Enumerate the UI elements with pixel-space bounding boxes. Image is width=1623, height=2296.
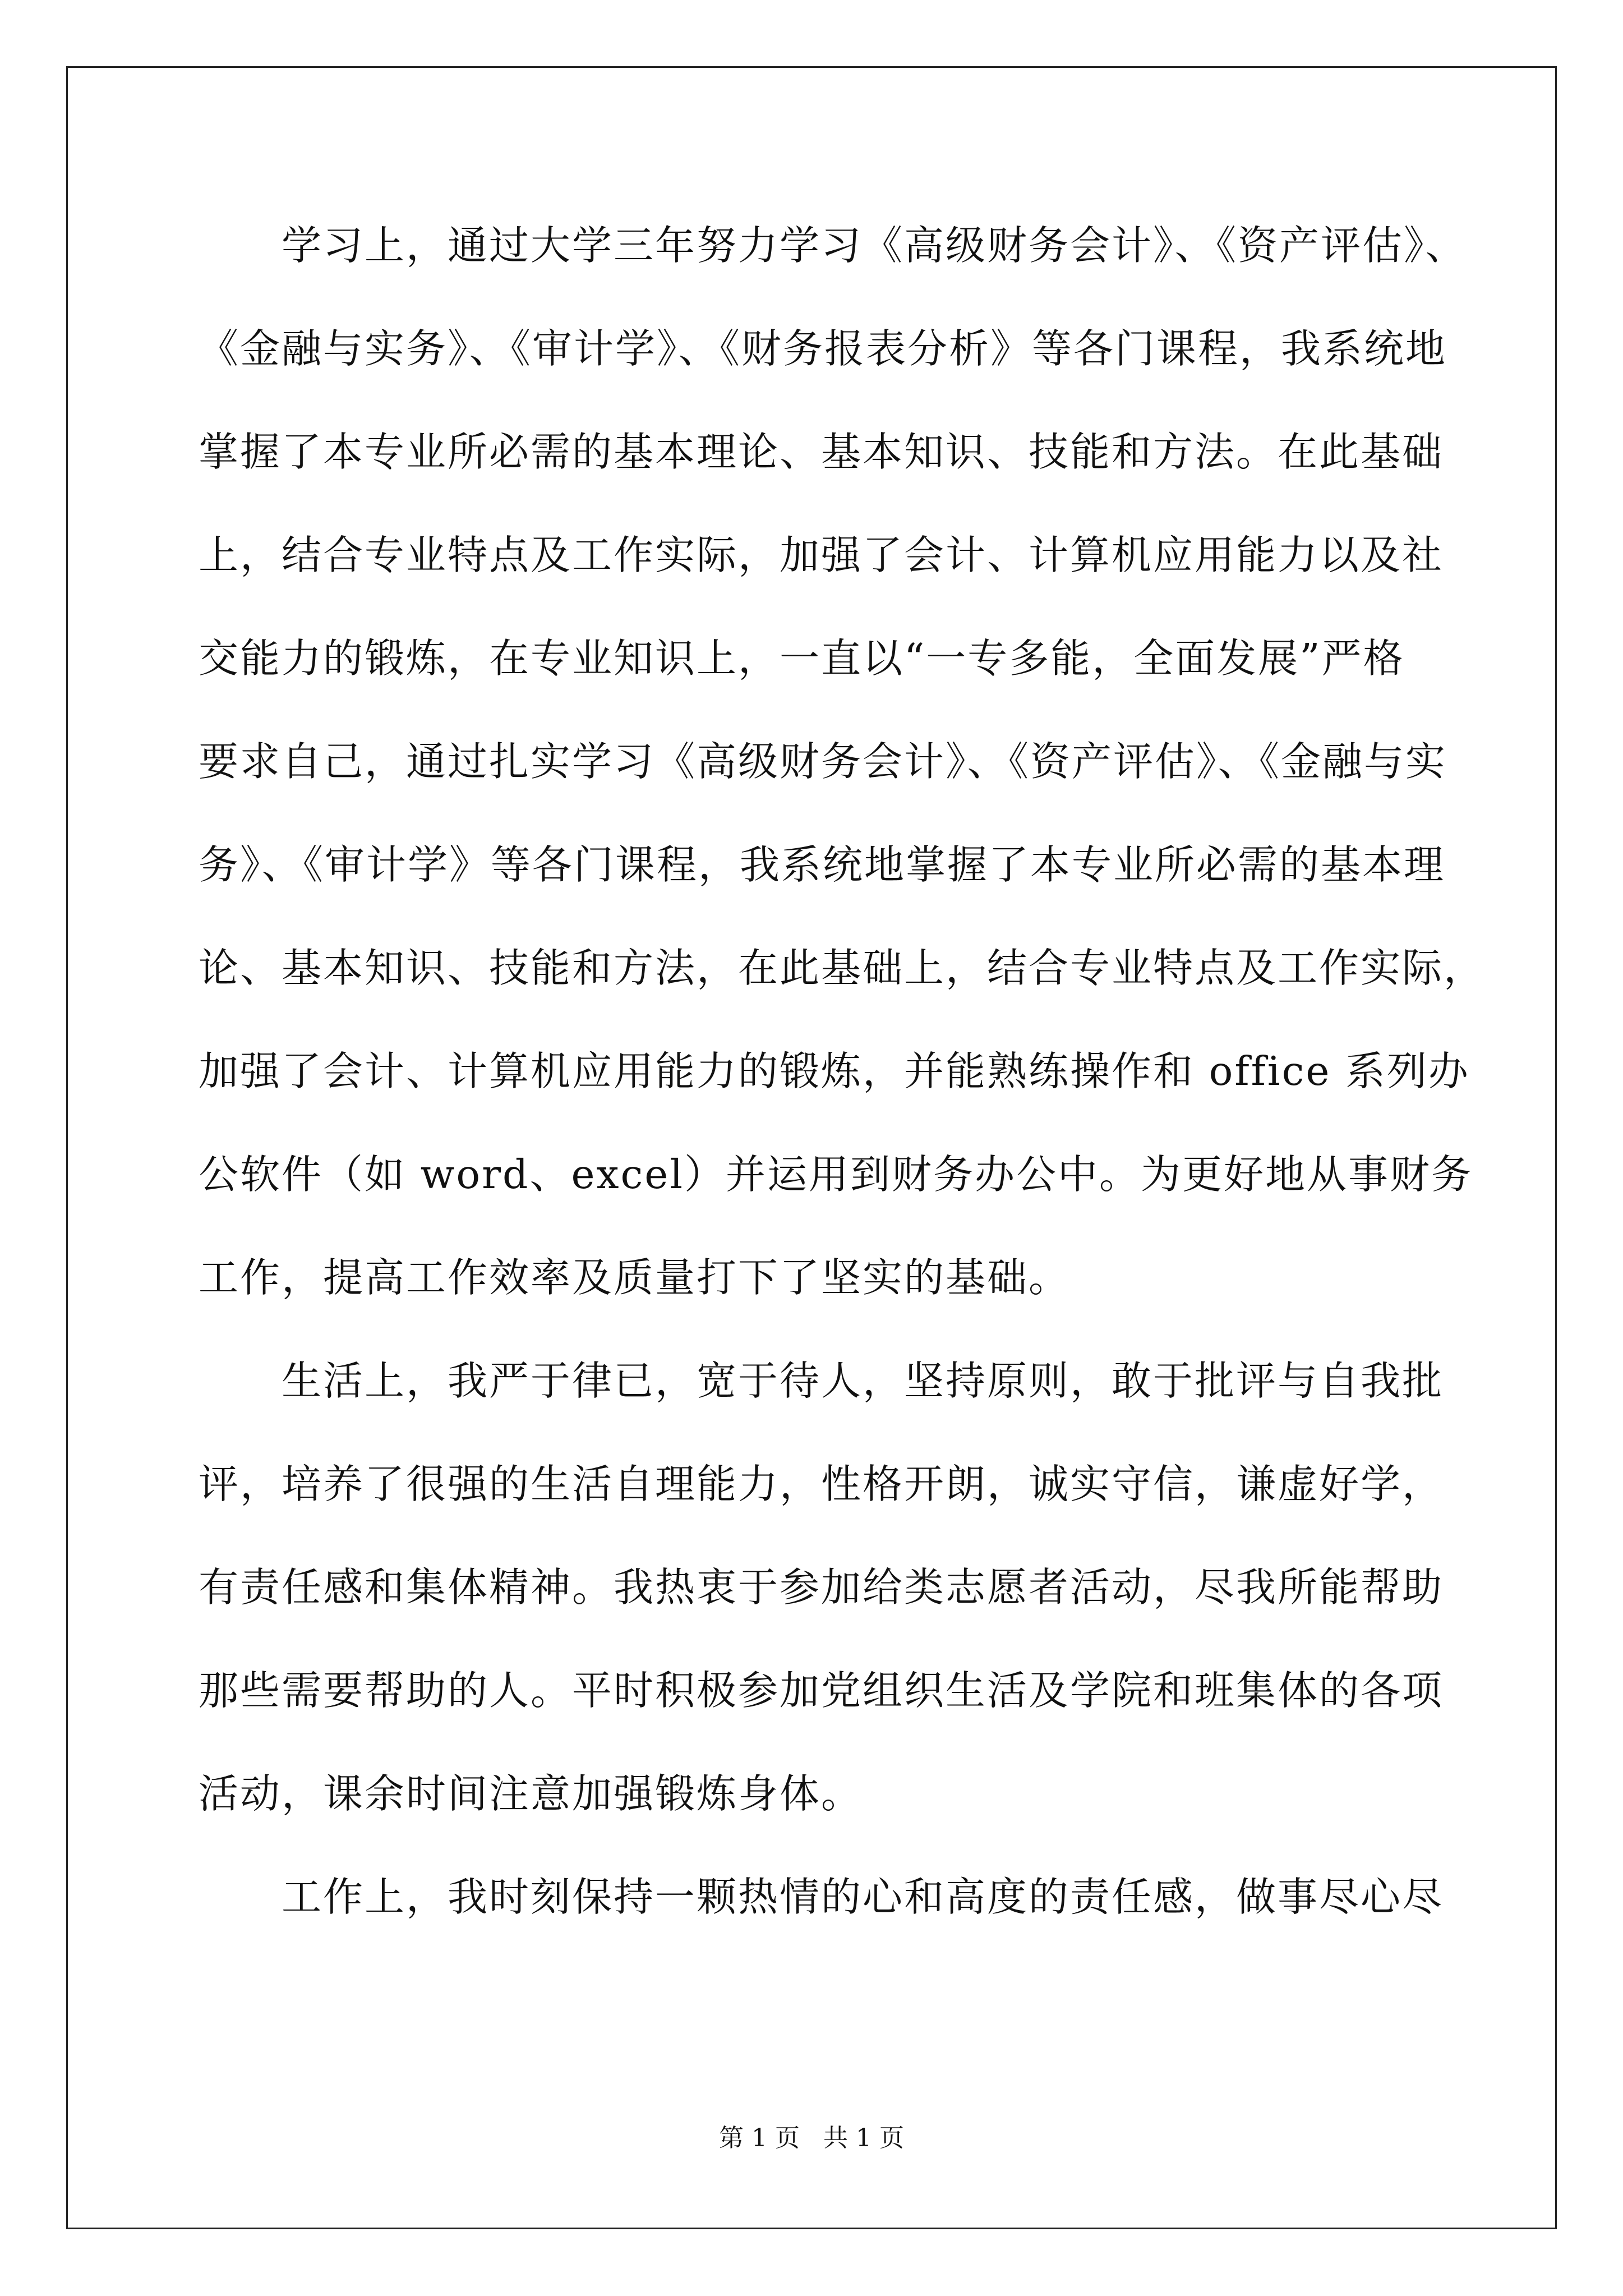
text-line: 那些需要帮助的人。平时积极参加党组织生活及学院和班集体的各项 [199, 1667, 1444, 1714]
text-line: 掌握了本专业所必需的基本理论、基本知识、技能和方法。在此基础 [199, 429, 1444, 475]
text-line: 要求自己，通过扎实学习《高级财务会计》、《资产评估》、《金融与实 [199, 738, 1447, 785]
text-line: 务》、《审计学》等各门课程，我系统地掌握了本专业所必需的基本理 [199, 841, 1446, 888]
text-line: 学习上，通过大学三年努力学习《高级财务会计》、《资产评估》、 [199, 222, 1467, 269]
text-line: 加强了会计、计算机应用能力的锻炼，并能熟练操作和 office 系列办 [199, 1048, 1470, 1094]
text-line: 论、基本知识、技能和方法，在此基础上，结合专业特点及工作实际， [199, 945, 1486, 991]
text-line: 有责任感和集体精神。我热衷于参加给类志愿者活动，尽我所能帮助 [199, 1564, 1444, 1611]
page-footer: 第 1 页 共 1 页 [719, 2124, 904, 2152]
text-line: 《金融与实务》、《审计学》、《财务报表分析》等各门课程，我系统地 [199, 325, 1447, 372]
text-line: 公软件（如 word、excel）并运用到财务办公中。为更好地从事财务 [199, 1151, 1473, 1198]
text-line: 上，结合专业特点及工作实际，加强了会计、计算机应用能力以及社 [199, 532, 1444, 578]
text-line: 交能力的锻炼，在专业知识上，一直以“一专多能，全面发展”严格 [199, 635, 1405, 682]
text-line: 生活上，我严于律已，宽于待人，坚持原则，敢于批评与自我批 [199, 1358, 1444, 1404]
text-line: 工作，提高工作效率及质量打下了坚实的基础。 [199, 1254, 1071, 1301]
text-line: 评，培养了很强的生活自理能力，性格开朗，诚实守信，谦虚好学， [199, 1461, 1444, 1507]
text-line: 工作上，我时刻保持一颗热情的心和高度的责任感，做事尽心尽 [199, 1874, 1444, 1920]
text-line: 活动，课余时间注意加强锻炼身体。 [199, 1770, 863, 1817]
